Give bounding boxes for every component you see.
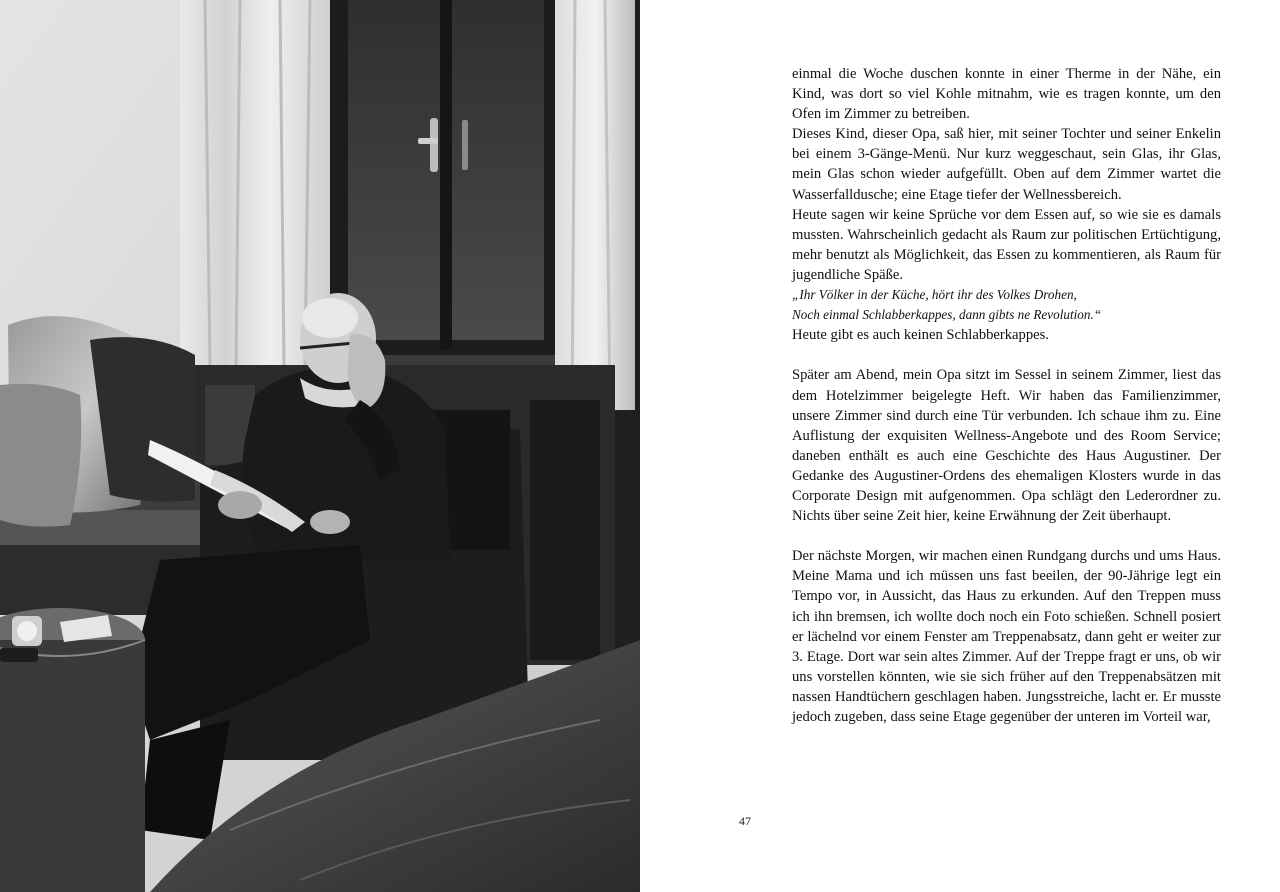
paragraph-gap [792, 345, 1221, 365]
text-page [640, 0, 1280, 892]
paragraph-2: Dieses Kind, dieser Opa, saß hier, mit seiner Tochter und seiner Enkelin bei einem 3-Gänge-Menü. Nur kurz weggeschaut, sein Glas, ihr Glas, mein Glas schon wieder aufgefüllt. Oben auf dem Zimmer wartet die Wasserfalldusche; eine Etage tiefer der Wellnessbereich. [792, 126, 1221, 203]
paragraph-1: einmal die Woche duschen konnte in einer Therme in der Nähe, ein Kind, was dort so viel Kohle mitnahm, wie es tragen konnte, um den Ofen im Zimmer zu betreiben. [792, 66, 1221, 123]
paragraph-4: Später am Abend, mein Opa sitzt im Sessel in seinem Zimmer, liest das dem Hotelzimmer beigelegte Heft. Wir haben das Familienzimmer, unsere Zimmer sind durch eine Tür verbunden. Ich schaue ihm zu. Eine Auflistung der exquisiten Wellness-Angebote und des Room Service; daneben enthält es auch eine Geschichte des Haus Augustiner. Der Gedanke des Augustiner-Ordens des ehemaligen Klosters wurde in das Corporate Design mit aufgenommen. Opa schlägt den Lederordner zu. Nichts über seine Zeit hier, keine Erwähnung der Zeit überhaupt. [792, 367, 1221, 525]
after-quote-line: Heute gibt es auch keinen Schlabberkappes. [792, 327, 1049, 344]
page-number: 47 [739, 814, 751, 828]
paragraph-3: Heute sagen wir keine Sprüche vor dem Essen auf, so wie sie es damals mussten. Wahrscheinlich gedacht als Raum zur politischen Ertüchtigung, mehr benutzt als Möglichkeit, das Essen zu kommentieren, als Raum für jugendliche Späße. [792, 206, 1221, 283]
text-column [792, 64, 1221, 727]
paragraph-gap [792, 526, 1221, 546]
paragraph-5: Der nächste Morgen, wir machen einen Rundgang durchs und ums Haus. Meine Mama und ich müssen uns fast beeilen, der 90-Jährige legt ein Tempo vor, in Aussicht, das Haus zu erkunden. Auf den Treppen muss ich ihn bremsen, ich wollte doch noch ein Foto schießen. Schnell posiert er lächelnd vor einem Fenster am Treppenabsatz, dann geht er weiter zur 3. Etage. Dort war sein altes Zimmer. Auf der Treppe fragt er uns, ob wir uns vorstellen könnten, wie sie sich früher auf den Treppenabsätzen mit nassen Handtüchern geschlagen haben. Jungsstreiche, lacht er. Er musste jedoch zugeben, dass seine Etage gegenüber der unteren im Vorteil war, [792, 548, 1221, 725]
quote-line-1: „Ihr Völker in der Küche, hört ihr des Volkes Drohen, [792, 287, 1077, 303]
quote-line-2: Noch einmal Schlabberkappes, dann gibts ne Revolution.“ [792, 307, 1102, 323]
